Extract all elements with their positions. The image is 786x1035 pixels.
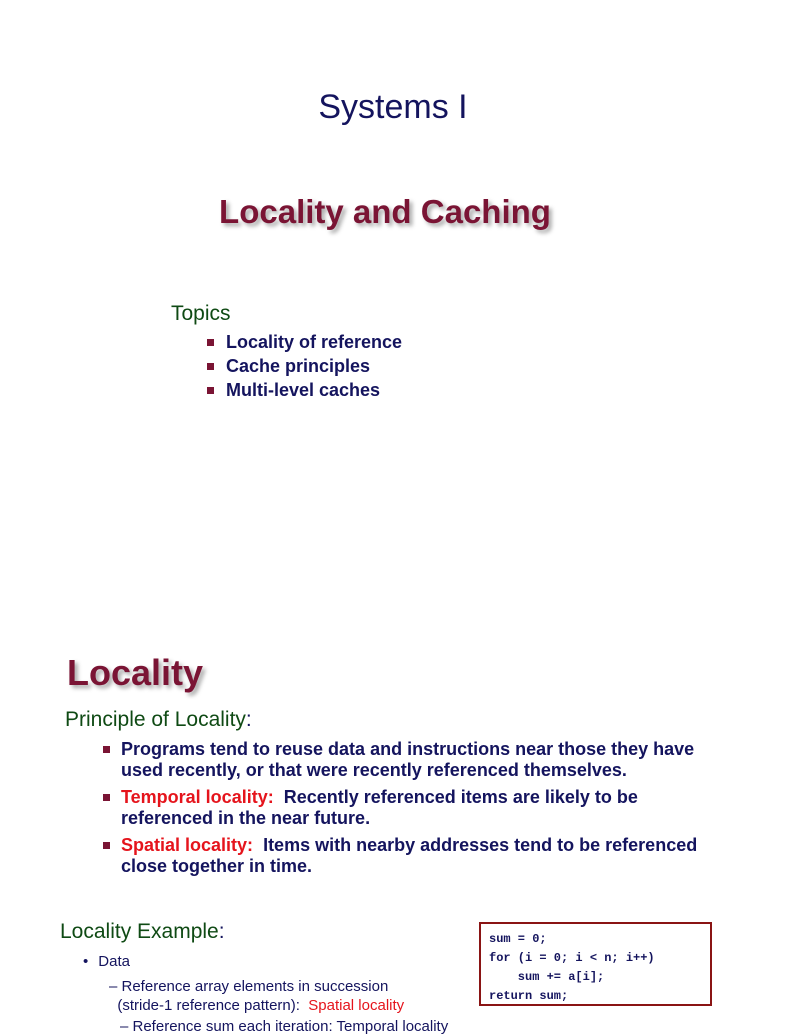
topic-list [207, 330, 402, 402]
data-sub-item [109, 977, 404, 1015]
example-heading-colon: : [218, 920, 225, 943]
bullet-text: Recently referenced items are likely to be referenced in the near future. [121, 787, 638, 828]
square-bullet-icon [103, 842, 110, 849]
data-bullet [83, 953, 130, 970]
cut-off-line: – Reference sum each iteration: Temporal locality [120, 1018, 449, 1035]
topic-label: Cache principles [226, 356, 371, 376]
code-line: for (i = 0; i < n; i++) [489, 951, 655, 965]
square-bullet-icon [207, 363, 214, 370]
topics-heading: Topics [171, 302, 231, 325]
example-heading-text: Locality Example [60, 920, 219, 943]
list-item [207, 330, 402, 354]
example-heading [60, 920, 225, 944]
bullet-term: Spatial locality: [121, 835, 254, 855]
dot-bullet-icon: • [83, 953, 89, 970]
sub-item-term: Spatial locality [308, 997, 405, 1014]
slide-title: Locality [67, 652, 204, 693]
bullet-term: Temporal locality: [121, 787, 274, 807]
square-bullet-icon [207, 339, 214, 346]
sub-item-line: – Reference array elements in succession [109, 978, 389, 995]
sub-item-line [109, 996, 404, 1015]
principle-heading-colon: : [245, 708, 252, 731]
lecture-title: Locality and Caching [219, 193, 551, 230]
bullet-text: Items with nearby addresses tend to be referenced close together in time. [121, 835, 698, 876]
list-item [207, 354, 402, 378]
code-block [479, 922, 712, 1006]
sub-item-text: (stride-1 reference pattern): [117, 997, 300, 1014]
topic-label: Locality of reference [226, 332, 403, 352]
square-bullet-icon [207, 387, 214, 394]
code-line: sum += a[i]; [489, 970, 605, 984]
list-item [207, 378, 402, 402]
square-bullet-icon [103, 794, 110, 801]
principle-list [103, 739, 703, 883]
topic-label: Multi-level caches [226, 380, 381, 400]
list-item [103, 787, 703, 829]
data-label: Data [98, 953, 130, 970]
course-title: Systems I [318, 88, 468, 126]
principle-heading [65, 708, 252, 732]
code-line: sum = 0; [489, 932, 547, 946]
list-item [103, 835, 703, 877]
square-bullet-icon [103, 746, 110, 753]
bullet-text: Programs tend to reuse data and instructions near those they have used recently, or that were recently referenced themselves. [121, 739, 695, 780]
list-item [103, 739, 703, 781]
principle-heading-text: Principle of Locality [65, 708, 246, 731]
code-line: return sum; [489, 989, 569, 1003]
